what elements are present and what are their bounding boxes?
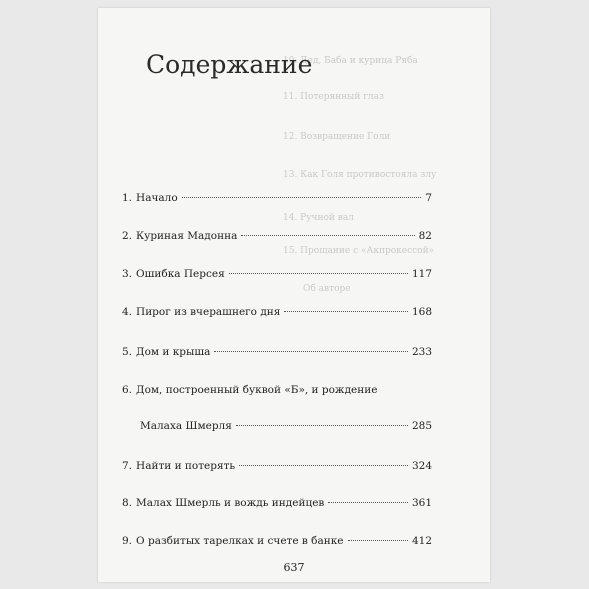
toc-entry-number: 9.	[122, 535, 133, 547]
toc-entry-title: О разбитых тарелках и счете в банке	[136, 535, 344, 547]
toc-entry-number: 3.	[122, 268, 133, 280]
toc-leader-dots	[182, 197, 422, 198]
toc-entry[interactable]	[122, 306, 432, 318]
toc-entry-title: Начало	[136, 192, 178, 204]
toc-entry-title: Найти и потерять	[136, 460, 236, 472]
toc-leader-dots	[239, 465, 408, 466]
toc-entry-number: 1.	[122, 192, 133, 204]
toc-entry[interactable]	[122, 535, 432, 547]
toc-entry-page: 412	[411, 535, 432, 547]
page-title: Содержание	[146, 50, 313, 79]
toc-entry-number: 7.	[122, 460, 133, 472]
bleed-through-line: 10. Дед, Баба и курица Рябa	[283, 56, 418, 66]
toc-entry-page: 361	[411, 497, 432, 509]
toc-entry-number: 5.	[122, 346, 133, 358]
toc-leader-dots	[348, 540, 408, 541]
page-number: 637	[283, 561, 305, 574]
toc-entry-number: 4.	[122, 306, 133, 318]
toc-entry[interactable]	[122, 384, 432, 396]
toc-entry[interactable]	[122, 346, 432, 358]
toc-entry-title: Ошибка Персея	[136, 268, 225, 280]
toc-leader-dots	[241, 235, 414, 236]
book-page	[98, 8, 490, 582]
bleed-through-line: 15. Прощание с «Акпрокессой»	[283, 246, 435, 256]
toc-leader-dots	[214, 351, 408, 352]
toc-entry-page: 82	[418, 230, 432, 242]
toc-entry[interactable]	[122, 230, 432, 242]
toc-leader-dots	[284, 311, 408, 312]
bleed-through-line: 14. Ручной вал	[283, 213, 354, 223]
toc-leader-dots	[328, 502, 408, 503]
toc-entry-continuation[interactable]	[140, 420, 432, 432]
toc-entry[interactable]	[122, 460, 432, 472]
toc-entry-number: 6.	[122, 384, 133, 396]
toc-entry-title: Дом и крыша	[136, 346, 211, 358]
bleed-through-line: Об авторе	[303, 284, 351, 294]
toc-entry-page: 7	[425, 192, 432, 204]
bleed-through-line: 13. Как Голя противостояла злу	[283, 170, 437, 180]
bleed-through-line: 11. Потерянный глаз	[283, 92, 384, 102]
toc-entry-page: 285	[411, 420, 432, 432]
toc-entry-page: 233	[411, 346, 432, 358]
toc-entry-title: Пирог из вчерашнего дня	[136, 306, 281, 318]
toc-entry-title: Куриная Мадонна	[136, 230, 238, 242]
toc-entry-number: 8.	[122, 497, 133, 509]
toc-entry[interactable]	[122, 497, 432, 509]
toc-entry-page: 168	[411, 306, 432, 318]
toc-leader-dots	[229, 273, 408, 274]
toc-leader-dots	[236, 425, 408, 426]
toc-entry-page: 324	[411, 460, 432, 472]
bleed-through-line: 12. Возвращение Голи	[283, 132, 391, 142]
toc-entry-title: Малах Шмерль и вождь индейцев	[136, 497, 325, 509]
toc-entry-title: Дом, построенный буквой «Б», и рождение	[136, 384, 378, 396]
toc-entry[interactable]	[122, 192, 432, 204]
toc-entry[interactable]	[122, 268, 432, 280]
toc-entry-title-continued: Малаха Шмерля	[140, 420, 232, 432]
toc-entry-page: 117	[411, 268, 432, 280]
toc-entry-number: 2.	[122, 230, 133, 242]
